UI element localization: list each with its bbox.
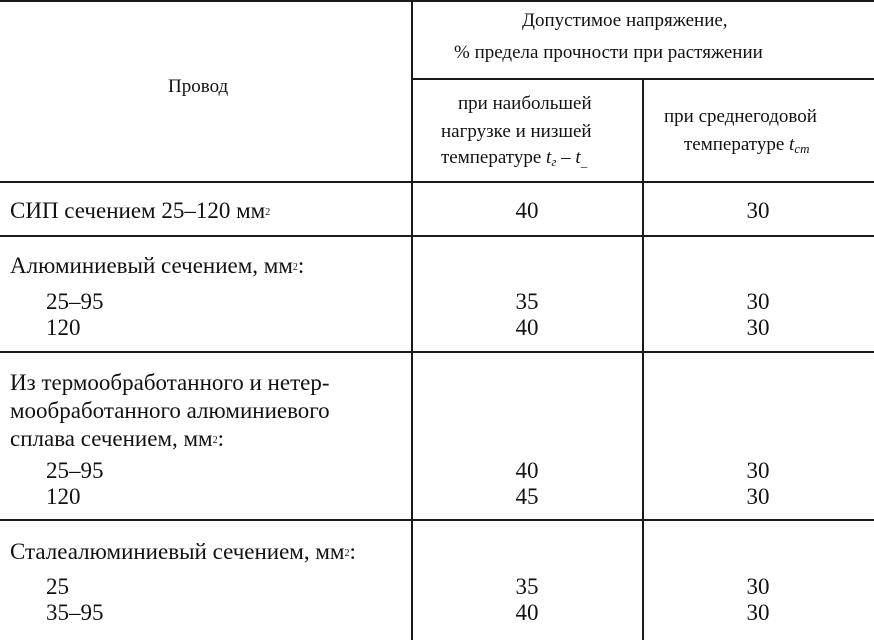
table-top-border <box>0 0 874 2</box>
row-steel-aluminum-2-value-max-load: 40 <box>515 600 539 625</box>
row-alloy-1-value-annual: 30 <box>746 458 770 483</box>
temperature-subscript-1: г <box>551 154 557 169</box>
row-alloy-line-2: мообработанного алюминиевого <box>10 398 330 423</box>
row-steel-aluminum-1-value-max-load: 35 <box>515 574 539 599</box>
row-alloy-line-1: Из термообработанного и нетер- <box>10 370 330 395</box>
temperature-dash: – <box>561 147 571 168</box>
row-aluminum-1-value-annual: 30 <box>746 289 770 314</box>
row-alloy-1-value-max-load: 40 <box>515 458 539 483</box>
row-sip-label-text: СИП сечением 25–120 мм <box>10 198 266 223</box>
row-steel-aluminum-2-value-annual: 30 <box>746 600 770 625</box>
temperature-subscript-annual: ст <box>794 141 810 156</box>
row-steel-aluminum-section-2: 35–95 <box>46 600 104 625</box>
row-aluminum-colon: : <box>297 253 305 278</box>
subheader-annual-line-2 <box>684 135 810 154</box>
row-alloy-section-1: 25–95 <box>46 458 104 483</box>
row-alloy-colon: : <box>217 426 224 451</box>
temperature-symbol-1: t <box>546 147 552 168</box>
row-steel-aluminum-section-1: 25 <box>46 574 69 599</box>
subheader-annual-prefix: температуре <box>684 134 785 155</box>
row-alloy-sup: 2 <box>212 435 218 446</box>
row-aluminum-section-2: 120 <box>46 315 81 340</box>
temperature-subscript-2: _ <box>580 154 588 169</box>
row-aluminum-label-text: Алюминиевый сечением, мм <box>10 253 293 278</box>
group-header-line-1: Допустимое напряжение, <box>522 10 728 31</box>
group-header-line-2: % предела прочности при растяжении <box>454 42 763 63</box>
row-alloy-2-value-max-load: 45 <box>515 484 539 509</box>
row-aluminum-label <box>10 254 304 277</box>
row-divider-1 <box>0 235 874 237</box>
row-steel-aluminum-1-value-annual: 30 <box>746 574 770 599</box>
row-aluminum-sup: 2 <box>292 262 298 273</box>
column-header-wire: Провод <box>168 76 229 97</box>
row-steel-aluminum-label-text: Сталеалюминиевый сечением, мм <box>10 539 345 564</box>
row-steel-aluminum-colon: : <box>349 539 356 564</box>
column-divider-2 <box>642 78 644 640</box>
subheader-max-load-line-3 <box>441 148 587 167</box>
row-alloy-2-value-annual: 30 <box>746 484 770 509</box>
row-sip-sup: 2 <box>265 207 271 218</box>
column-divider-1 <box>411 0 413 640</box>
row-alloy-section-2: 120 <box>46 484 81 509</box>
row-sip-value-max-load: 40 <box>515 198 539 223</box>
header-bottom-border <box>0 181 874 183</box>
row-aluminum-1-value-max-load: 35 <box>515 289 539 314</box>
temperature-symbol-annual: t <box>789 134 795 155</box>
row-divider-2 <box>0 351 874 353</box>
subheader-annual-line-1: при среднегодовой <box>664 106 817 127</box>
subheader-max-load-prefix: температуре <box>441 147 542 168</box>
row-steel-aluminum-sup: 2 <box>344 548 350 559</box>
temperature-symbol-2: t <box>575 147 581 168</box>
row-steel-aluminum-label <box>10 540 356 563</box>
row-aluminum-section-1: 25–95 <box>46 289 104 314</box>
row-alloy-line-3 <box>10 427 224 450</box>
row-divider-3 <box>0 519 874 521</box>
row-aluminum-2-value-max-load: 40 <box>515 315 539 340</box>
subheader-max-load-line-2: нагрузке и низшей <box>441 121 592 142</box>
row-sip-label <box>10 199 270 222</box>
row-sip-value-annual: 30 <box>746 198 770 223</box>
subheader-max-load-line-1: при наибольшей <box>458 93 592 114</box>
row-aluminum-2-value-annual: 30 <box>746 315 770 340</box>
row-alloy-line-3-text: сплава сечением, мм <box>10 426 213 451</box>
